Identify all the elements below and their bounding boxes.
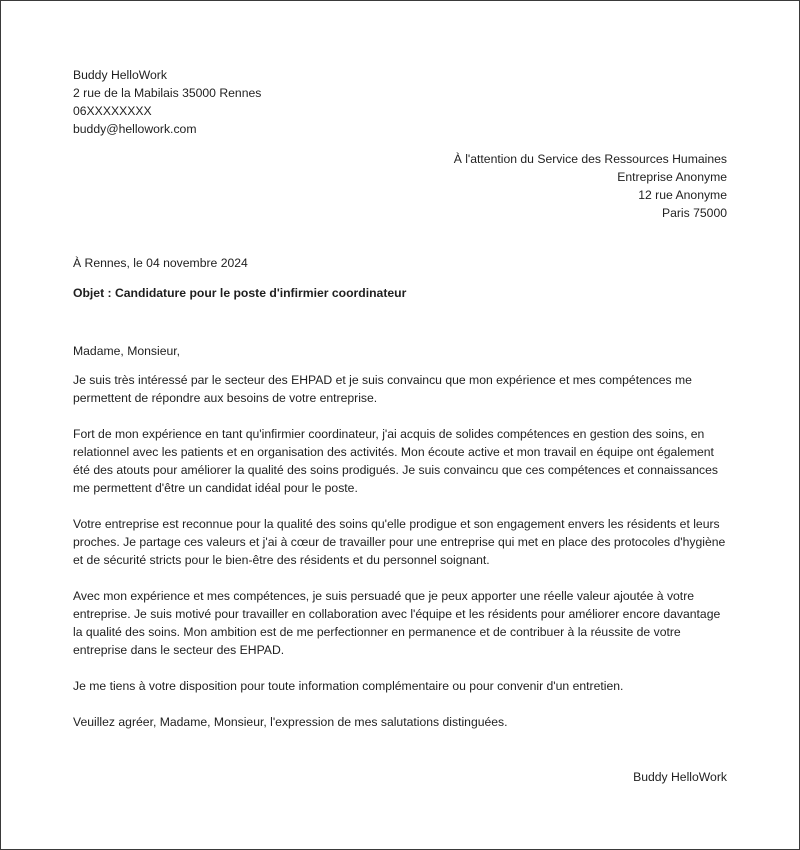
paragraph-company-values: Votre entreprise est reconnue pour la qualité des soins qu'elle prodigue et son engagement envers les résidents et leurs proches. Je partage ces valeurs et j'ai à cœur de travailler pour une entreprise qui met en place des protocoles d'hygiène et de sécurité stricts pour le bien-être des résidents et du personnel soignant. bbox=[73, 517, 726, 567]
sender-email: buddy@hellowork.com bbox=[73, 122, 197, 136]
sender-address: 2 rue de la Mabilais 35000 Rennes bbox=[73, 86, 262, 100]
signature: Buddy HelloWork bbox=[633, 770, 727, 784]
paragraph-availability: Je me tiens à votre disposition pour toute information complémentaire ou pour convenir d'un entretien. bbox=[73, 679, 624, 693]
paragraph-closing: Veuillez agréer, Madame, Monsieur, l'expression de mes salutations distinguées. bbox=[73, 715, 508, 729]
place-date: À Rennes, le 04 novembre 2024 bbox=[73, 256, 248, 270]
recipient-company: Entreprise Anonyme bbox=[617, 170, 727, 184]
letter-body bbox=[73, 342, 733, 749]
sender-name: Buddy HelloWork bbox=[73, 68, 167, 82]
paragraph-motivation: Avec mon expérience et mes compétences, je suis persuadé que je peux apporter une réelle valeur ajoutée à votre entreprise. Je suis motivé pour travailler en collaboration avec l'équipe et les résidents pour améliorer encore davantage la qualité des soins. Mon ambition est de me perfectionner en permanence et de contribuer à la réussite de votre entreprise dans le secteur des EHPAD. bbox=[73, 589, 721, 657]
letter-subject: Objet : Candidature pour le poste d'infirmier coordinateur bbox=[73, 286, 407, 300]
paragraph-experience: Fort de mon expérience en tant qu'infirmier coordinateur, j'ai acquis de solides compétences en gestion des soins, en relationnel avec les patients et en organisation des activités. Mon écoute active et mon travail en équipe ont également été des atouts pour améliorer la qualité des soins prodigués. Je suis convaincu que ces compétences et connaissances me permettent d'être un candidat idéal pour le poste. bbox=[73, 427, 718, 495]
recipient-street: 12 rue Anonyme bbox=[638, 188, 727, 202]
greeting: Madame, Monsieur, bbox=[73, 344, 181, 358]
recipient-block bbox=[454, 150, 727, 222]
sender-phone: 06XXXXXXXX bbox=[73, 104, 152, 118]
paragraph-interest: Je suis très intéressé par le secteur des EHPAD et je suis convaincu que mon expérience et mes compétences me permettent de répondre aux besoins de votre entreprise. bbox=[73, 373, 692, 405]
sender-block bbox=[73, 66, 261, 138]
recipient-city: Paris 75000 bbox=[661, 206, 727, 220]
recipient-attention: À l'attention du Service des Ressources Humaines bbox=[453, 152, 727, 166]
